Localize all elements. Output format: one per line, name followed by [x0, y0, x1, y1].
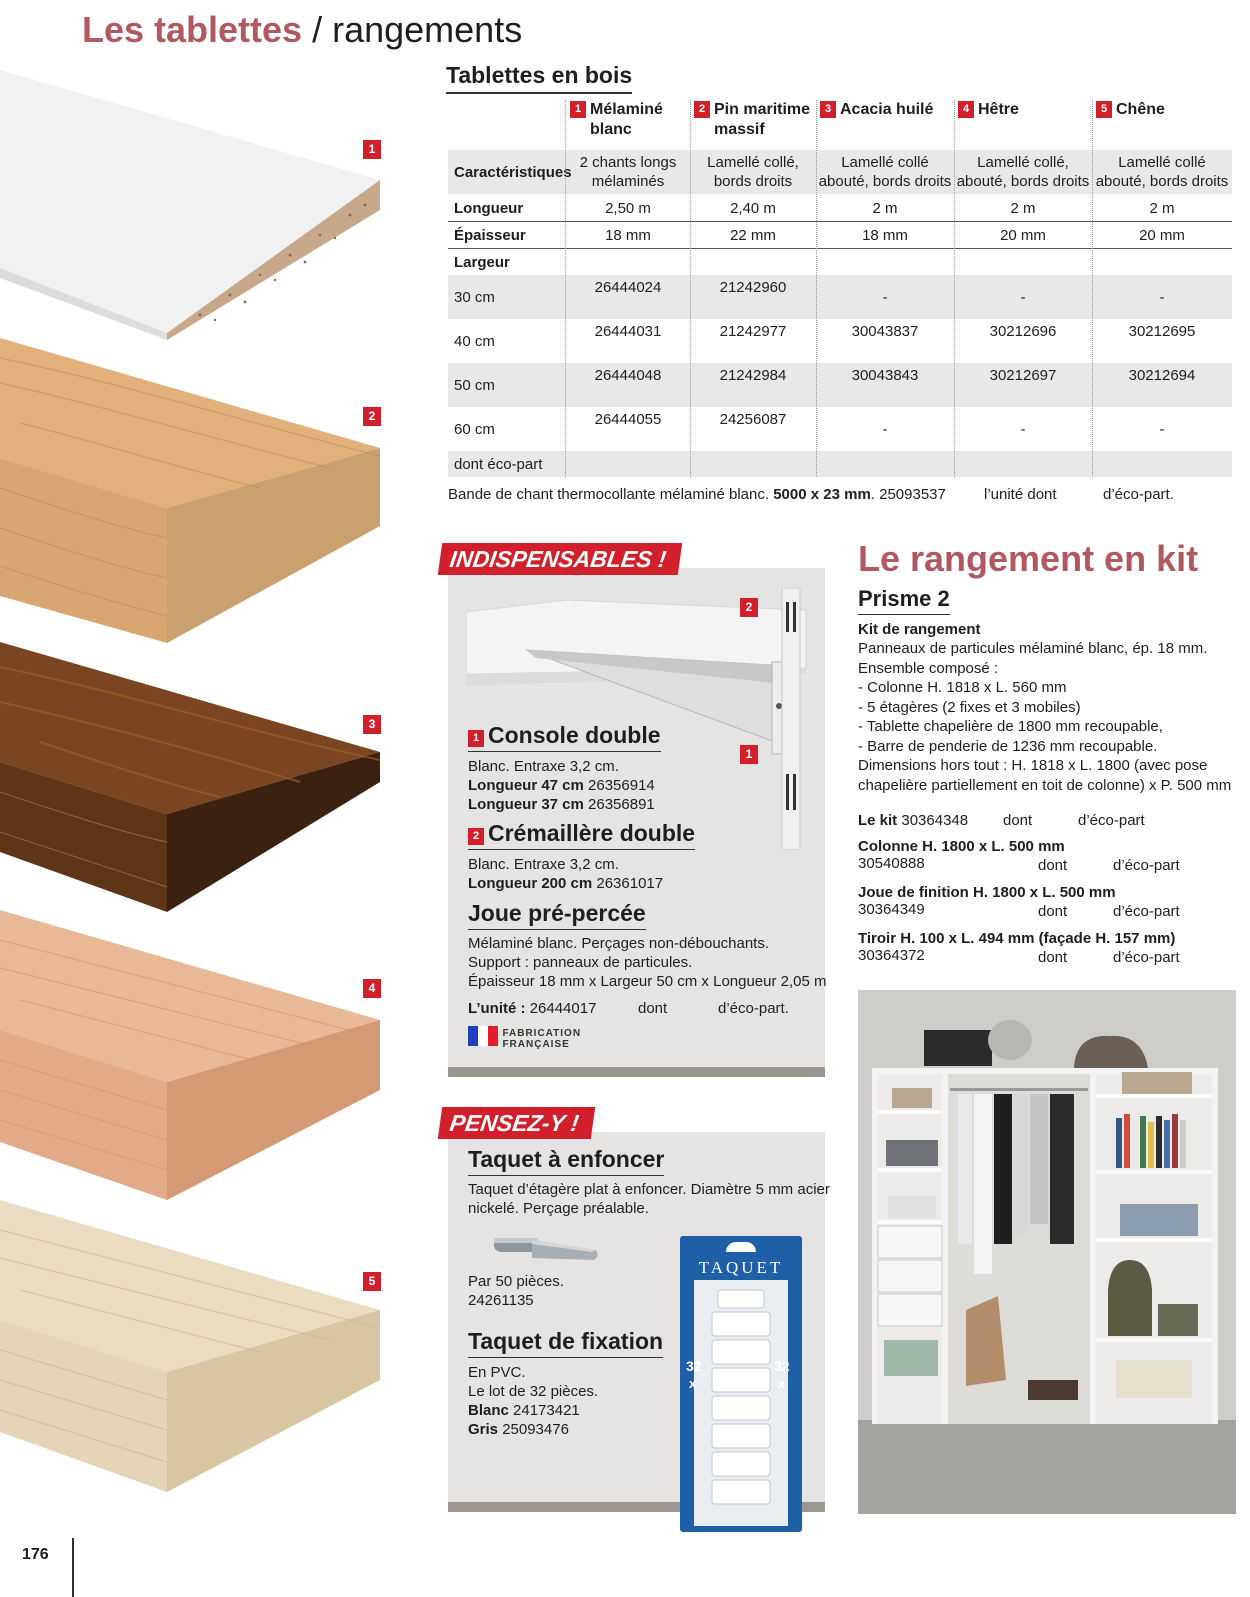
- page-number: 176: [22, 1546, 49, 1563]
- kit-product-title: Prisme 2: [858, 586, 950, 615]
- page-title: [82, 8, 522, 52]
- package-count-left: 32: [686, 1358, 702, 1374]
- joue-unit: [468, 999, 808, 1018]
- pensez-y-tag: PENSEZ-Y !: [438, 1107, 595, 1139]
- taquet-package-image: [680, 1236, 802, 1532]
- row-label-longueur: Longueur: [454, 200, 524, 217]
- code-30-4: -: [1020, 288, 1026, 306]
- console-l1-code: 26356914: [588, 777, 655, 794]
- taquet2-line2: Le lot de 32 pièces.: [468, 1383, 599, 1400]
- taquet-pin-image: [492, 1232, 602, 1271]
- taquet2-blanc-code: 24173421: [513, 1402, 580, 1419]
- cremaillere-l-code: 26361017: [596, 875, 664, 892]
- package-x-right: x: [778, 1376, 786, 1391]
- code-60-2: 24256087: [719, 411, 787, 428]
- fabrication-line1: FABRICATION: [502, 1027, 582, 1039]
- bracket-badge-1: 1: [740, 745, 758, 764]
- col-badge-3: 3: [820, 101, 836, 118]
- epaisseur-5: 20 mm: [1139, 227, 1185, 244]
- kit-line: Panneaux de particules mélaminé blanc, ép. 18 mm.: [858, 640, 1208, 657]
- joue-unit-label: L’unité :: [468, 1000, 526, 1017]
- shelf-image-pine: [0, 338, 380, 648]
- col-badge-5: 5: [1096, 101, 1112, 118]
- taquet2-blanc-label: Blanc: [468, 1402, 509, 1419]
- indispensables-tag: INDISPENSABLES !: [438, 543, 682, 575]
- epaisseur-2: 22 mm: [730, 227, 776, 244]
- taquet-fixation-title: Taquet de fixation: [468, 1328, 663, 1358]
- taquet-enfoncer-qty: [468, 1272, 564, 1310]
- col-badge-2: 2: [694, 101, 710, 118]
- code-50-1: 26444048: [594, 367, 662, 384]
- shelf-image-melamine: [0, 70, 380, 340]
- kit-description: [858, 639, 1231, 795]
- bande-de-chant: Bande de chant thermocollante mélaminé blanc. 5000 x 23 mm. 25093537 l’unité dont d’éco-part.: [448, 486, 1174, 503]
- console-double-text: [468, 757, 655, 814]
- epaisseur-3: 18 mm: [862, 227, 908, 244]
- epaisseur-1: 18 mm: [605, 227, 651, 244]
- title-separator: /: [302, 9, 333, 50]
- code-60-1: 26444055: [594, 411, 662, 428]
- kit-item-dont: dont: [1038, 857, 1068, 874]
- kit-label: Kit de rangement: [858, 621, 981, 638]
- code-50-2: 21242984: [719, 367, 787, 384]
- kit-item-colonne: [858, 838, 1178, 872]
- col-badge-1: 1: [570, 101, 586, 118]
- col-divider: [1092, 100, 1093, 477]
- cremaillere-badge: 2: [468, 828, 484, 845]
- bande-eco: d’éco-part.: [1103, 486, 1174, 503]
- width-label-40: 40 cm: [454, 332, 495, 350]
- row-label-eco: dont éco-part: [454, 455, 543, 473]
- taquet2-blanc: [468, 1401, 598, 1420]
- code-40-2: 21242977: [719, 323, 787, 340]
- code-50-3: 30043843: [851, 367, 919, 384]
- indispensables-box-bottom: [448, 1067, 825, 1077]
- table-title: Tablettes en bois: [446, 62, 632, 94]
- code-60-5: -: [1159, 420, 1165, 438]
- le-kit-dont: dont: [1003, 812, 1033, 829]
- package-x-left: x: [689, 1376, 697, 1391]
- taquet1-code: 24261135: [468, 1292, 534, 1309]
- code-60-3: -: [882, 420, 888, 438]
- joue-title: Joue pré-percée: [468, 900, 646, 930]
- shelf-badge-3: 3: [363, 715, 381, 734]
- col-header-2: [694, 100, 820, 140]
- package-pegs-icon: [702, 1288, 780, 1518]
- longueur-1: 2,50 m: [605, 200, 651, 217]
- longueur-4: 2 m: [1010, 200, 1036, 217]
- width-label-50: 50 cm: [454, 376, 495, 394]
- col-divider: [816, 100, 817, 477]
- code-30-3: -: [882, 288, 888, 306]
- code-40-4: 30212696: [989, 323, 1057, 340]
- kit-item-title: Colonne H. 1800 x L. 500 mm: [858, 838, 1065, 855]
- taquet-enfoncer-title: Taquet à enfoncer: [468, 1146, 664, 1176]
- bande-unite: l’unité dont: [984, 486, 1057, 503]
- cremaillere-title: [468, 820, 695, 850]
- taquet2-gris-label: Gris: [468, 1421, 499, 1438]
- joue-line3: Épaisseur 18 mm x Largeur 50 cm x Longueur 2,05 m: [468, 973, 827, 990]
- longueur-3: 2 m: [872, 200, 898, 217]
- col-name-4: Hêtre: [978, 101, 1019, 118]
- console-desc: Blanc. Entraxe 3,2 cm.: [468, 758, 619, 775]
- cremaillere-title-text: Crémaillère double: [488, 820, 696, 846]
- le-kit-line: [858, 812, 1145, 829]
- package-label: TAQUET: [698, 1258, 784, 1277]
- cremaillere-l-label: Longueur 200 cm: [468, 875, 593, 892]
- title-part2: rangements: [332, 9, 523, 50]
- console-badge: 1: [468, 730, 484, 747]
- code-40-5: 30212695: [1128, 323, 1196, 340]
- kit-item-code: 30540888: [858, 855, 925, 872]
- taquet1-line1: Taquet d’étagère plat à enfoncer. Diamètre 5 mm acier: [468, 1181, 830, 1198]
- console-title-text: Console double: [488, 722, 661, 748]
- le-kit-label: Le kit: [858, 812, 898, 829]
- shelf-badge-5: 5: [363, 1272, 381, 1291]
- joue-line1: Mélaminé blanc. Perçages non-débouchants.: [468, 935, 770, 952]
- bracket-badge-2: 2: [740, 598, 758, 617]
- title-part1: Les tablettes: [82, 9, 303, 50]
- console-l1-label: Longueur 47 cm: [468, 777, 584, 794]
- bande-text: Bande de chant thermocollante mélaminé blanc.: [448, 486, 770, 503]
- taquet2-gris-code: 25093476: [502, 1421, 569, 1438]
- code-60-4: -: [1020, 420, 1026, 438]
- row-label-carac: Caractéristiques: [454, 163, 572, 181]
- joue-unit-code: 26444017: [529, 1000, 597, 1017]
- kit-line: - Tablette chapelière de 1800 mm recoupable,: [858, 718, 1163, 735]
- kit-item-code: 30364372: [858, 947, 925, 964]
- cremaillere-l: [468, 874, 663, 893]
- col-badge-4: 4: [958, 101, 974, 118]
- longueur-2: 2,40 m: [730, 200, 776, 217]
- fabrication-francaise-badge: [468, 1026, 581, 1051]
- le-kit-code: 30364348: [901, 812, 969, 829]
- kit-line: - Barre de penderie de 1236 mm recoupable.: [858, 737, 1158, 755]
- col-divider: [690, 100, 691, 477]
- width-label-60: 60 cm: [454, 420, 495, 438]
- french-flag-icon: [468, 1026, 498, 1051]
- taquet1-qty: Par 50 pièces.: [468, 1273, 564, 1290]
- console-l2-code: 26356891: [588, 796, 655, 813]
- kit-item-title: Tiroir H. 100 x L. 494 mm (façade H. 157 mm): [858, 930, 1176, 947]
- kit-line: Dimensions hors tout : H. 1818 x L. 1800 (avec pose: [858, 757, 1208, 774]
- row-label-largeur: Largeur: [454, 254, 510, 271]
- col-divider: [565, 100, 566, 477]
- taquet-fixation-text: [468, 1363, 598, 1439]
- col-divider: [954, 100, 955, 477]
- console-l2-label: Longueur 37 cm: [468, 796, 584, 813]
- kit-line: - Colonne H. 1818 x L. 560 mm: [858, 679, 1067, 696]
- shelf-image-acacia: [0, 642, 380, 912]
- carac-4: Lamellé collé, abouté, bords droits: [956, 154, 1090, 190]
- code-30-5: -: [1159, 288, 1165, 306]
- bande-code: 25093537: [879, 486, 946, 503]
- code-50-5: 30212694: [1128, 367, 1196, 384]
- col-name-2: Pin maritime massif: [714, 101, 811, 138]
- joue-eco: d’éco-part.: [718, 1000, 789, 1017]
- col-header-5: [1096, 100, 1232, 120]
- kit-item-title: Joue de finition H. 1800 x L. 500 mm: [858, 884, 1116, 901]
- page-number-divider: [72, 1538, 74, 1597]
- kit-item-dont: dont: [1038, 949, 1068, 966]
- kit-line: - 5 étagères (2 fixes et 3 mobiles): [858, 698, 1081, 716]
- shelf-badge-1: 1: [363, 140, 381, 159]
- kit-line: Ensemble composé :: [858, 659, 999, 677]
- col-name-5: Chêne: [1116, 101, 1165, 118]
- col-header-4: [958, 100, 1096, 120]
- kit-item-eco: d’éco-part: [1113, 949, 1180, 966]
- console-l2: [468, 795, 655, 814]
- width-label-30: 30 cm: [454, 288, 495, 306]
- code-50-4: 30212697: [989, 367, 1057, 384]
- kit-item-dont: dont: [1038, 903, 1068, 920]
- fabrication-line2: FRANÇAISE: [502, 1038, 570, 1050]
- wardrobe-photo: [858, 990, 1236, 1514]
- code-30-1: 26444024: [594, 279, 662, 296]
- joue-dont: dont: [638, 1000, 668, 1017]
- shelf-image-beech: [0, 910, 380, 1210]
- cremaillere-desc: Blanc. Entraxe 3,2 cm.: [468, 856, 619, 873]
- col-header-1: [570, 100, 695, 140]
- carac-3: Lamellé collé abouté, bords droits: [818, 154, 952, 190]
- taquet2-gris: [468, 1420, 598, 1439]
- carac-5: Lamellé collé abouté, bords droits: [1095, 154, 1229, 190]
- cremaillere-text: [468, 855, 663, 893]
- console-double-title: [468, 722, 661, 752]
- col-header-3: [820, 100, 958, 120]
- col-name-3: Acacia huilé: [840, 101, 934, 118]
- package-count-right: 32: [774, 1358, 790, 1374]
- code-40-3: 30043837: [851, 323, 919, 340]
- package-hook-icon: [726, 1242, 756, 1252]
- kit-item-eco: d’éco-part: [1113, 857, 1180, 874]
- bande-size: 5000 x 23 mm: [773, 486, 871, 503]
- epaisseur-4: 20 mm: [1000, 227, 1046, 244]
- code-40-1: 26444031: [594, 323, 662, 340]
- col-name-1: Mélaminé blanc: [590, 101, 663, 138]
- taquet2-line1: En PVC.: [468, 1364, 526, 1381]
- kit-section-title: Le rangement en kit: [858, 538, 1199, 579]
- console-l1: [468, 776, 655, 795]
- code-30-2: 21242960: [719, 279, 787, 296]
- shelf-image-oak: [0, 1200, 380, 1500]
- longueur-5: 2 m: [1149, 200, 1175, 217]
- kit-item-tiroir: [858, 930, 1178, 964]
- carac-2: Lamellé collé, bords droits: [707, 154, 799, 190]
- kit-item-code: 30364349: [858, 901, 925, 918]
- taquet1-line2: nickelé. Perçage préalable.: [468, 1200, 649, 1217]
- le-kit-eco: d’éco-part: [1078, 812, 1145, 829]
- taquet-enfoncer-text: [468, 1180, 830, 1218]
- kit-item-joue: [858, 884, 1178, 918]
- joue-line2: Support : panneaux de particules.: [468, 954, 693, 971]
- carac-1: 2 chants longs mélaminés: [579, 154, 677, 190]
- shelf-badge-4: 4: [363, 979, 381, 998]
- joue-text: [468, 934, 827, 991]
- kit-item-eco: d’éco-part: [1113, 903, 1180, 920]
- shelf-badge-2: 2: [363, 407, 381, 426]
- kit-line: chapelière partiellement en toit de colonne) x P. 500 mm: [858, 776, 1232, 794]
- row-label-epaisseur: Épaisseur: [454, 227, 526, 244]
